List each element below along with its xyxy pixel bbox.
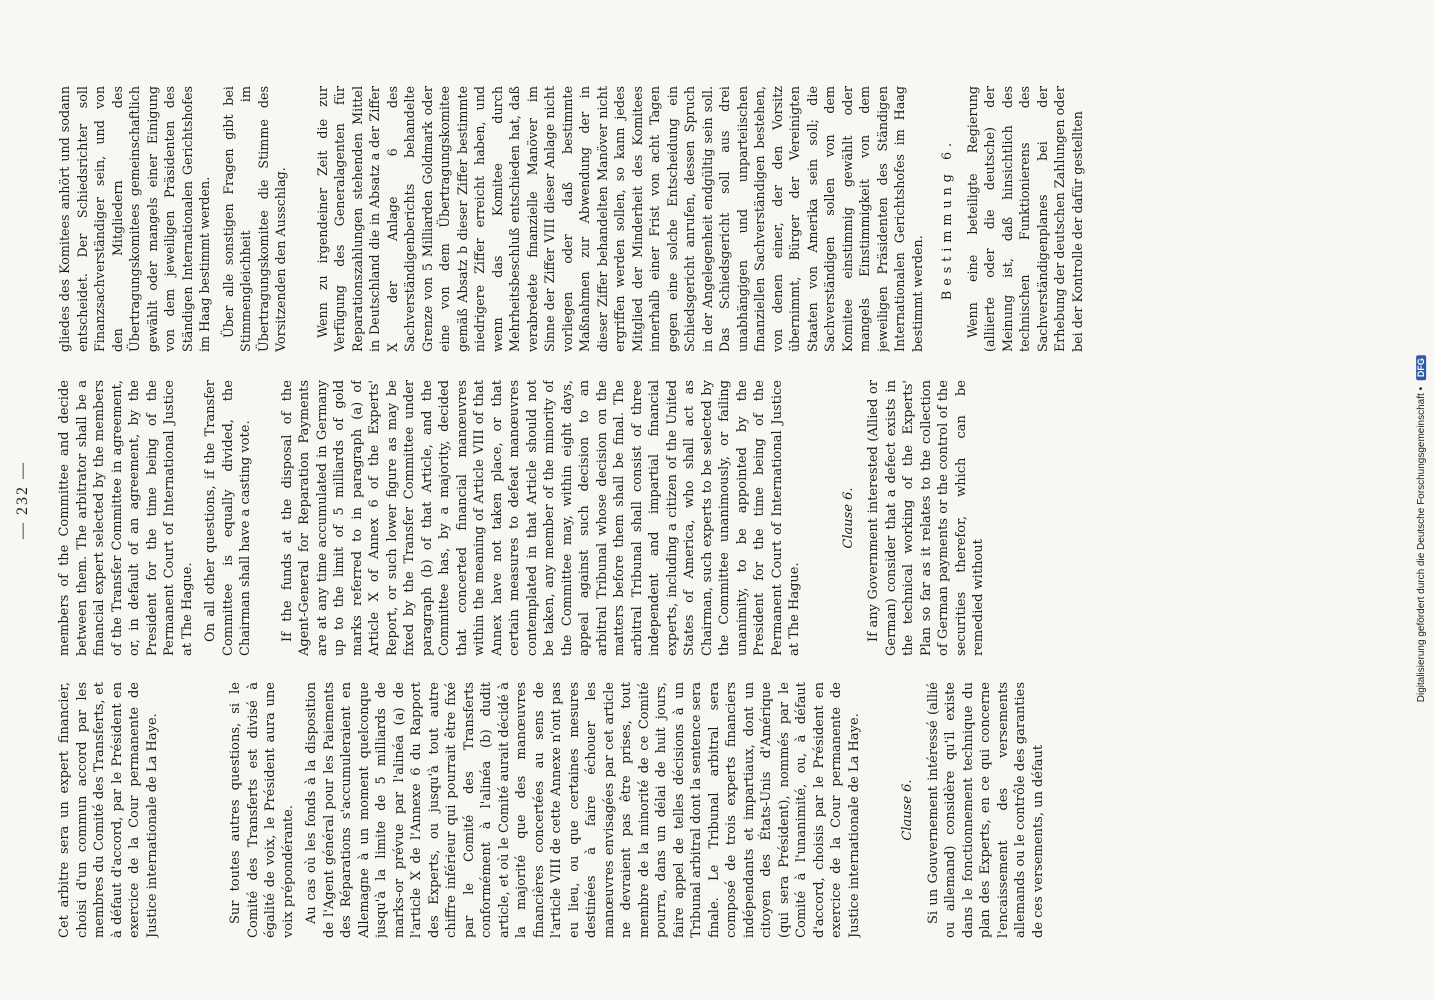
english-paragraph-1: members of the Committee and decide between them. The arbitrator shall be a financial expert selected by the members of the Transfer Committee in agreement, or, in default of an agreement, by the President for the time being of the Permanent Court of International Justice at The Hague. [57, 380, 195, 656]
english-paragraph-2: On all other questions, if the Transfer Committee is equally divided, the Chairman shall have a casting vote. [203, 380, 253, 656]
english-clause-heading: Clause 6. [840, 487, 856, 549]
credit-text: Digitalisierung gefördert durch die Deutsche Forschungsgemeinschaft • [1416, 386, 1427, 703]
german-column [56, 86, 1376, 352]
french-clause-heading: Clause 6. [900, 779, 915, 841]
english-paragraph-3: If the funds at the disposal of the Agent-General for Reparation Payments are at any time accumulated in Germany up to the limit of 5 milliards of gold marks referred to in paragraph (a) of Article X of Annex 6 of the Experts' Report, or such lower figure as may be fixed by the Transfer Committee under paragraph (b) of that Article, and the Committee has, by a majority, decided that concerted financial manœuvres within the meaning of Article VIII of that Annex have not taken place, or that certain measures to defeat manœuvres contemplated in that Article should not be taken, any member of the minority of the Committee may, within eight days, appeal against such decision to an arbitral Tribunal whose decision on the matters before them shall be final. The arbitral Tribunal shall consist of three independent and impartial financial experts, including a citizen of the United States of America, who shall act as Chairman, such experts to be selected by the Committee unanimously, or failing unanimity, to be appointed by the President for the time being of the Permanent Court of International Justice at The Hague. [279, 380, 802, 656]
german-paragraph-2: Über alle sonstigen Fragen gibt bei Stimmengleichheit im Übertragungskomitee die Stimme des Vorsitzenden den Ausschlag. [220, 86, 288, 352]
french-column [56, 682, 1376, 938]
french-paragraph-4: Si un Gouvernement intéressé (allié ou allemand) considère qu'il existe dans le fonctionnement technique du plan des Experts, en ce qui concerne l'encaissement des versements allemands ou le contrôle des garanties de ces versements, un défaut [925, 682, 1046, 938]
french-paragraph-3: Au cas où les fonds à la disposition de l'Agent général pour les Paiements des Réparations s'accumuleraient en Allemagne à un moment quelconque jusqu'à la limite de 5 milliards de marks-or prévue par l'alinéa (a) de l'article X de l'Annexe 6 du Rapport des Experts, ou jusqu'à tout autre chiffre inférieur qui pourrait être fixé par le Comité des Transferts conformément à l'alinéa (b) dudit article, et où le Comité aurait décidé à la majorité que des manœuvres financières concertées au sens de l'article VIII de cette Annexe n'ont pas eu lieu, ou que certaines mesures destinées à faire échouer les manœuvres envisagées par cet article ne devraient pas être prises, tout membre de la minorité de ce Comité pourra, dans un délai de huit jours, faire appel de telles décisions à un Tribunal arbitral dont la sentence sera finale. Le Tribunal arbitral sera composé de trois experts financiers indépendants et impartiaux, dont un citoyen des États-Unis d'Amérique (qui sera Président), nommés par le Comité à l'unanimité, ou, à défaut d'accord, choisis par le Président en exercice de la Cour permanente de Justice internationale de La Haye. [304, 682, 862, 938]
german-clause-heading: Bestimmung 6. [939, 137, 954, 301]
english-column [56, 380, 1376, 656]
german-paragraph-1: gliedes des Komitees anhört und sodann entscheidet. Der Schiedsrichter soll Finanzsachverständiger sein, und von den Mitgliedern des Übertragungskomitees gemeinschaftlich gewählt oder mangels einer Einigung von dem jeweiligen Präsidenten des Ständigen Internationalen Gerichtshofes im Haag bestimmt werden. [57, 86, 212, 352]
german-paragraph-4: Wenn eine beteiligte Regierung (alliierte oder die deutsche) der Meinung ist, daß hinsichtlich des technischen Funktionierens des Sachverständigenplanes bei der Erhebung der deutschen Zahlungen oder bei der Kontrolle der dafür gestellten [964, 86, 1085, 352]
digitization-credit [1416, 355, 1430, 702]
french-paragraph-1: Cet arbitre sera un expert financier, choisi d'un commun accord par les membres du Comité des Transferts, et à défaut d'accord, par le Président en exercice de la Cour permanente de Justice internationale de La Haye. [57, 682, 160, 938]
french-paragraph-2: Sur toutes autres questions, si le Comité des Transferts est divisé à égalité de voix, le Président aura une voix prépondérante. [228, 682, 296, 938]
english-paragraph-4: If any Government interested (Allied or German) consider that a defect exists in the technical working of the Experts' Plan so far as it relates to the collection of German payments or the control of the securities therefor, which can be remedied without [866, 380, 986, 656]
dfg-logo: DFG [1416, 355, 1426, 380]
page-number: — 232 — [14, 461, 31, 539]
german-paragraph-3: Wenn zu irgendeiner Zeit die zur Verfügung des Generalagenten für Reparationszahlungen stehenden Mittel in Deutschland die in Absatz a der Ziffer X der Anlage 6 des Sachverständigenberichts behandelte Grenze von 5 Milliarden Goldmark oder eine von dem Übertragungskomitee gemäß Absatz b dieser Ziffer bestimmte niedrigere Ziffer erreicht haben, und wenn das Komitee durch Mehrheitsbeschluß entschieden hat, daß verabredete finanzielle Manöver im Sinne der Ziffer VIII dieser Anlage nicht vorliegen oder daß bestimmte Maßnahmen zur Abwendung der in dieser Ziffer behandelten Manöver nicht ergriffen werden sollen, so kann jedes Mitglied der Minderheit des Komitees innerhalb einer Frist von acht Tagen gegen eine solche Entscheidung ein Schiedsgericht anrufen, dessen Spruch in der Angelegenheit endgültig sein soll. Das Schiedsgericht soll aus drei unabhängigen und unparteiischen finanziellen Sachverständigen bestehen, von denen einer, der den Vorsitz übernimmt, Bürger der Vereinigten Staaten von Amerika sein soll; die Sachverständigen sollen von dem Komitee einstimmig gewählt oder mangels Einstimmigkeit von dem jeweiligen Präsidenten des Ständigen Internationalen Gerichtshofes im Haag bestimmt werden. [314, 86, 925, 352]
